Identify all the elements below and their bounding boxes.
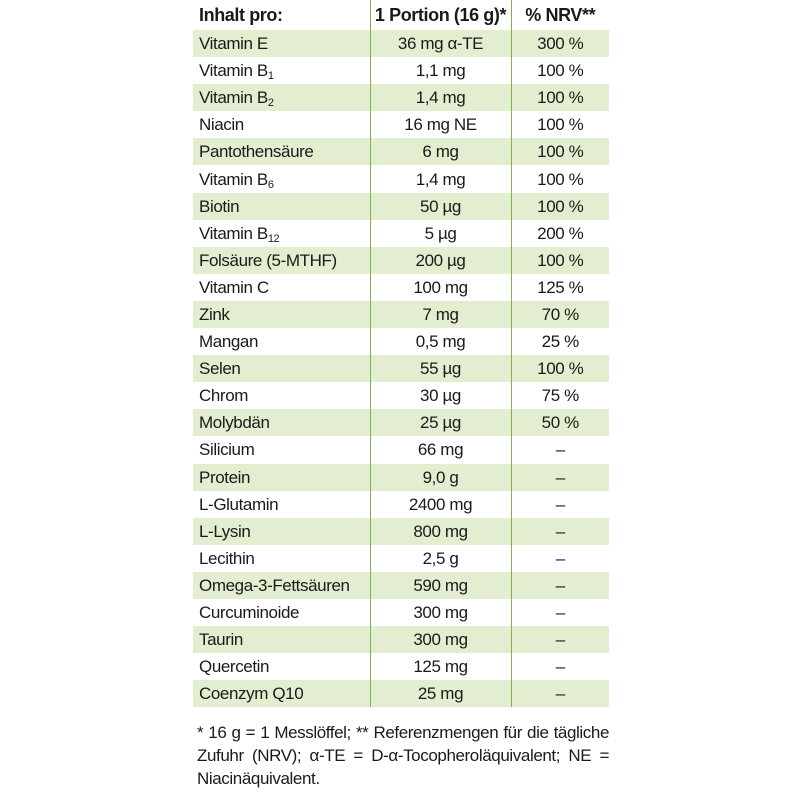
header-content-per: Inhalt pro: bbox=[199, 4, 283, 25]
nutrient-nrv: 25 % bbox=[511, 328, 609, 355]
table-row bbox=[193, 30, 609, 57]
nutrient-nrv: – bbox=[511, 626, 609, 653]
footnote: * 16 g = 1 Messlöffel; ** Referenzmengen für die tägliche Zufuhr (NRV); α-TE = D-α-Tocopheroläquivalent; NE = Niacinäquivalent. bbox=[197, 723, 609, 788]
nutrient-name-text: Folsäure (5-MTHF) bbox=[199, 250, 337, 270]
nutrient-nrv: 100 % bbox=[511, 138, 609, 165]
nutrient-name bbox=[193, 409, 370, 436]
table-row bbox=[193, 84, 609, 111]
nutrient-amount: 100 mg bbox=[370, 274, 511, 301]
table-row bbox=[193, 301, 609, 328]
nutrient-nrv: 100 % bbox=[511, 57, 609, 84]
table-row bbox=[193, 111, 609, 138]
nutrient-nrv: 100 % bbox=[511, 165, 609, 192]
nutrient-nrv: – bbox=[511, 491, 609, 518]
nutrient-nrv: – bbox=[511, 518, 609, 545]
nutrient-name-text: Chrom bbox=[199, 386, 249, 406]
nutrient-nrv: 100 % bbox=[511, 247, 609, 274]
nutrient-name bbox=[193, 328, 370, 355]
header-portion: 1 Portion (16 g)* bbox=[370, 0, 511, 30]
table-row bbox=[193, 599, 609, 626]
nutrient-name-text: Vitamin B bbox=[199, 223, 268, 243]
table-row bbox=[193, 57, 609, 84]
nutrient-subscript: 2 bbox=[267, 97, 274, 110]
nutrient-amount: 200 µg bbox=[370, 247, 511, 274]
nutrient-name-text: Zink bbox=[199, 304, 230, 324]
nutrient-name bbox=[193, 491, 370, 518]
nutrient-amount: 50 µg bbox=[370, 193, 511, 220]
nutrient-name-text: Protein bbox=[199, 467, 251, 487]
nutrient-amount: 590 mg bbox=[370, 572, 511, 599]
nutrient-name-text: L-Glutamin bbox=[199, 494, 279, 514]
table-row bbox=[193, 138, 609, 165]
table-header-row bbox=[193, 0, 609, 30]
nutrient-amount: 300 mg bbox=[370, 626, 511, 653]
nutrient-subscript: 6 bbox=[267, 178, 274, 191]
table-body bbox=[193, 30, 609, 707]
nutrient-name-text: L-Lysin bbox=[199, 521, 251, 541]
nutrient-amount: 125 mg bbox=[370, 653, 511, 680]
nutrition-table bbox=[193, 0, 609, 707]
nutrient-nrv: – bbox=[511, 545, 609, 572]
nutrient-name bbox=[193, 545, 370, 572]
nutrient-nrv: 100 % bbox=[511, 111, 609, 138]
nutrient-name-text: Curcuminoide bbox=[199, 603, 300, 623]
nutrient-name-text: Vitamin E bbox=[199, 34, 268, 54]
nutrient-name bbox=[193, 57, 370, 84]
nutrient-name-text: Taurin bbox=[199, 630, 243, 650]
nutrient-name bbox=[193, 572, 370, 599]
nutrition-table-container bbox=[193, 0, 609, 707]
nutrient-name-text: Molybdän bbox=[199, 413, 270, 433]
nutrient-nrv: 125 % bbox=[511, 274, 609, 301]
nutrient-name-text: Selen bbox=[199, 359, 241, 379]
table-row bbox=[193, 247, 609, 274]
nutrient-name-text: Pantothensäure bbox=[199, 142, 314, 162]
nutrient-amount: 16 mg NE bbox=[370, 111, 511, 138]
nutrient-name-text: Vitamin B bbox=[199, 88, 268, 108]
nutrient-name-text: Vitamin C bbox=[199, 277, 269, 297]
table-row bbox=[193, 464, 609, 491]
nutrient-name bbox=[193, 680, 370, 707]
nutrient-amount: 7 mg bbox=[370, 301, 511, 328]
nutrient-nrv: 75 % bbox=[511, 382, 609, 409]
nutrient-name bbox=[193, 220, 370, 247]
nutrient-name bbox=[193, 247, 370, 274]
nutrient-amount: 0,5 mg bbox=[370, 328, 511, 355]
nutrient-amount: 2400 mg bbox=[370, 491, 511, 518]
nutrient-amount: 800 mg bbox=[370, 518, 511, 545]
header-nrv: % NRV** bbox=[511, 0, 609, 30]
nutrient-name bbox=[193, 599, 370, 626]
nutrient-amount: 1,4 mg bbox=[370, 165, 511, 192]
nutrient-subscript: 12 bbox=[267, 232, 280, 245]
nutrient-nrv: – bbox=[511, 572, 609, 599]
nutrient-name-text: Coenzym Q10 bbox=[199, 684, 304, 704]
nutrient-amount: 30 µg bbox=[370, 382, 511, 409]
nutrient-nrv: – bbox=[511, 599, 609, 626]
nutrient-name bbox=[193, 84, 370, 111]
nutrient-amount: 300 mg bbox=[370, 599, 511, 626]
nutrient-name bbox=[193, 165, 370, 192]
nutrient-amount: 25 mg bbox=[370, 680, 511, 707]
nutrient-amount: 66 mg bbox=[370, 436, 511, 463]
nutrient-name-text: Mangan bbox=[199, 332, 259, 352]
table-row bbox=[193, 274, 609, 301]
nutrient-nrv: – bbox=[511, 436, 609, 463]
nutrient-amount: 36 mg α-TE bbox=[370, 30, 511, 57]
nutrient-name bbox=[193, 355, 370, 382]
nutrient-amount: 1,4 mg bbox=[370, 84, 511, 111]
nutrient-amount: 9,0 g bbox=[370, 464, 511, 491]
nutrient-name-text: Vitamin B bbox=[199, 61, 268, 81]
table-row bbox=[193, 382, 609, 409]
nutrient-name bbox=[193, 653, 370, 680]
nutrient-name bbox=[193, 464, 370, 491]
nutrient-name bbox=[193, 193, 370, 220]
nutrient-amount: 2,5 g bbox=[370, 545, 511, 572]
nutrient-name-text: Biotin bbox=[199, 196, 240, 216]
nutrient-name bbox=[193, 30, 370, 57]
table-row bbox=[193, 572, 609, 599]
table-row bbox=[193, 491, 609, 518]
nutrient-name-text: Silicium bbox=[199, 440, 255, 460]
nutrient-amount: 1,1 mg bbox=[370, 57, 511, 84]
nutrient-name bbox=[193, 138, 370, 165]
table-row bbox=[193, 220, 609, 247]
nutrient-name-text: Vitamin B bbox=[199, 169, 268, 189]
nutrient-name-text: Omega-3-Fettsäuren bbox=[199, 575, 350, 595]
table-row bbox=[193, 626, 609, 653]
nutrient-name-text: Lecithin bbox=[199, 548, 255, 568]
nutrient-amount: 25 µg bbox=[370, 409, 511, 436]
nutrient-name bbox=[193, 382, 370, 409]
table-row bbox=[193, 436, 609, 463]
nutrient-name bbox=[193, 626, 370, 653]
nutrient-name bbox=[193, 518, 370, 545]
nutrient-nrv: 100 % bbox=[511, 84, 609, 111]
nutrient-name-text: Niacin bbox=[199, 115, 244, 135]
nutrient-name bbox=[193, 274, 370, 301]
table-row bbox=[193, 518, 609, 545]
table-row bbox=[193, 545, 609, 572]
table-row bbox=[193, 409, 609, 436]
nutrient-nrv: – bbox=[511, 464, 609, 491]
table-row bbox=[193, 193, 609, 220]
table-row bbox=[193, 355, 609, 382]
nutrient-nrv: – bbox=[511, 680, 609, 707]
nutrient-nrv: 50 % bbox=[511, 409, 609, 436]
nutrient-nrv: 100 % bbox=[511, 193, 609, 220]
nutrient-nrv: – bbox=[511, 653, 609, 680]
nutrient-name bbox=[193, 436, 370, 463]
nutrient-subscript: 1 bbox=[267, 70, 274, 83]
table-row bbox=[193, 328, 609, 355]
table-row bbox=[193, 680, 609, 707]
nutrient-name bbox=[193, 301, 370, 328]
nutrient-nrv: 200 % bbox=[511, 220, 609, 247]
nutrient-amount: 5 µg bbox=[370, 220, 511, 247]
nutrient-amount: 6 mg bbox=[370, 138, 511, 165]
table-row bbox=[193, 653, 609, 680]
nutrient-nrv: 100 % bbox=[511, 355, 609, 382]
nutrient-amount: 55 µg bbox=[370, 355, 511, 382]
table-row bbox=[193, 165, 609, 192]
nutrient-name bbox=[193, 111, 370, 138]
nutrient-nrv: 70 % bbox=[511, 301, 609, 328]
nutrient-nrv: 300 % bbox=[511, 30, 609, 57]
nutrient-name-text: Quercetin bbox=[199, 657, 270, 677]
